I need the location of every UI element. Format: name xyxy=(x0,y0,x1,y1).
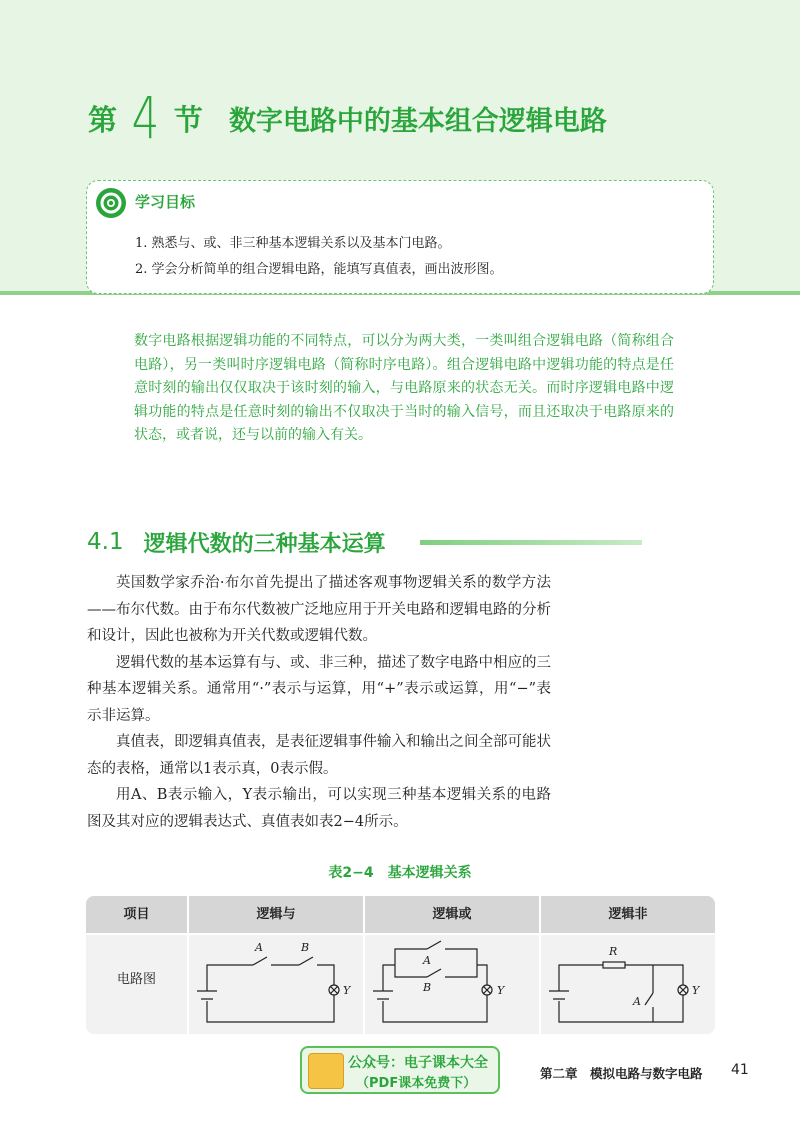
row-label-circuit: 电路图 xyxy=(116,972,156,987)
label-b: B xyxy=(423,981,432,994)
header-not: 逻辑非 xyxy=(608,907,648,922)
learning-goals-title: 学习目标 xyxy=(135,193,196,211)
label-y: Y xyxy=(497,984,505,997)
or-circuit-diagram xyxy=(365,935,539,1034)
body-paragraph: 逻辑代数的基本运算有与、或、非三种，描述了数字电路中相应的三种基本逻辑关系。通常用“·”表示与运算，用“+”表示或运算，用“−”表示非运算。 xyxy=(87,654,551,724)
goal-item: 1. 熟悉与、或、非三种基本逻辑关系以及基本门电路。 xyxy=(135,236,451,251)
target-icon xyxy=(95,187,127,219)
chapter-heading: 数字电路中的基本组合逻辑电路 xyxy=(228,105,607,137)
label-a: A xyxy=(633,995,641,1008)
table-caption: 表2−4 基本逻辑关系 xyxy=(328,865,472,881)
and-circuit-diagram xyxy=(189,935,363,1034)
wechat-badge xyxy=(300,1046,500,1094)
label-a: A xyxy=(423,954,431,967)
chapter-suffix: 节 xyxy=(173,102,203,137)
section-title: 逻辑代数的三种基本运算 xyxy=(143,531,386,557)
chapter-number: 4 xyxy=(131,84,160,152)
body-paragraph: 真值表，即逻辑真值表，是表征逻辑事件输入和输出之间全部可能状态的表格，通常以1表示真，0表示假。 xyxy=(87,734,551,777)
label-a: A xyxy=(255,941,263,954)
basic-logic-table xyxy=(86,896,715,1034)
body-text xyxy=(87,570,551,835)
header-and: 逻辑与 xyxy=(256,907,296,922)
learning-goals-box xyxy=(86,180,714,294)
header-or: 逻辑或 xyxy=(432,907,472,922)
label-b: B xyxy=(301,941,310,954)
body-paragraph: 英国数学家乔治·布尔首先提出了描述客观事物逻辑关系的数学方法——布尔代数。由于布尔代数被广泛地应用于开关电路和逻辑电路的分析和设计，因此也被称为开关代数或逻辑代数。 xyxy=(87,575,551,644)
section-number: 4.1 xyxy=(87,529,124,555)
goal-item: 2. 学会分析简单的组合逻辑电路，能填写真值表，画出波形图。 xyxy=(135,262,503,277)
label-y: Y xyxy=(692,984,700,997)
chapter-prefix: 第 xyxy=(88,102,118,137)
not-circuit-diagram xyxy=(541,935,715,1034)
section-title-bar xyxy=(420,540,642,545)
learning-goals-list xyxy=(135,231,503,283)
book-icon xyxy=(308,1053,344,1089)
body-paragraph: 用A、B表示输入，Y表示输出，可以实现三种基本逻辑关系的电路图及其对应的逻辑表达式、真值表如表2−4所示。 xyxy=(87,787,551,830)
label-r: R xyxy=(609,945,618,958)
footer-chapter: 第二章 模拟电路与数字电路 xyxy=(540,1066,703,1081)
intro-paragraph: 数字电路根据逻辑功能的不同特点，可以分为两大类，一类叫组合逻辑电路（简称组合电路），另一类叫时序逻辑电路（简称时序电路）。组合逻辑电路中逻辑功能的特点是任意时刻的输出仅仅取决于该时刻的输入，与电路原来的状态无关。而时序逻辑电路中逻辑功能的特点是任意时刻的输出不仅取决于当时的输入信号，而且还取决于电路原来的状态，或者说，还与以前的输入有关。 xyxy=(134,333,674,443)
label-y: Y xyxy=(343,984,351,997)
header-item: 项目 xyxy=(123,907,150,922)
chapter-title xyxy=(88,84,607,152)
badge-line-2: （PDF课本免费下） xyxy=(356,1076,477,1091)
badge-line-1: 公众号：电子课本大全 xyxy=(348,1055,488,1071)
page-number: 41 xyxy=(731,1062,749,1078)
section-heading xyxy=(87,524,567,560)
